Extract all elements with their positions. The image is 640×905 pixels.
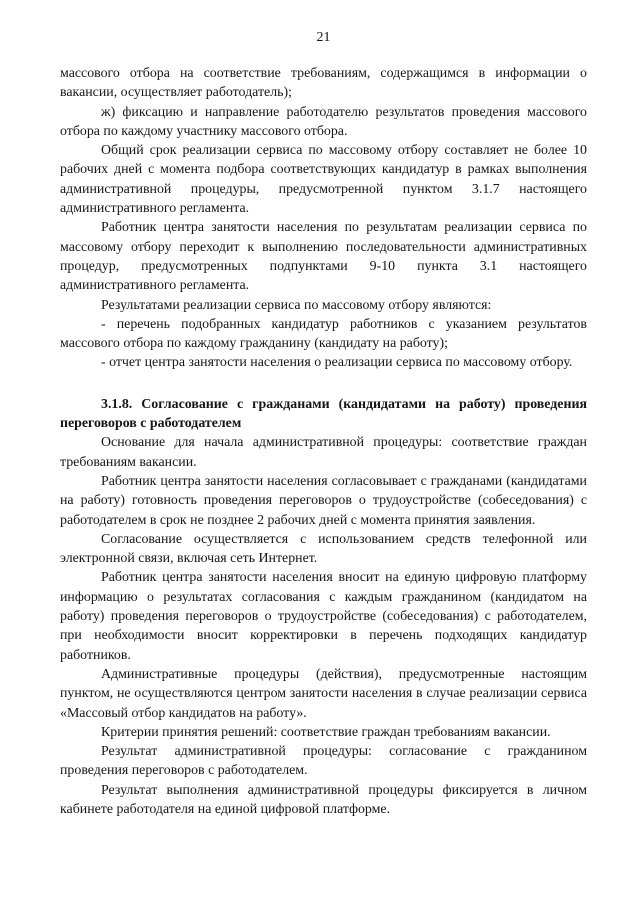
paragraph: Административные процедуры (действия), предусмотренные настоящим пунктом, не осуществляются центром занятости населения в случае реализации сервиса «Массовый отбор кандидатов на работу».: [60, 666, 587, 721]
page-number: 21: [316, 30, 331, 45]
paragraph: Работник центра занятости населения по результатам реализации сервиса по массовому отбору переходит к выполнению последовательности административных процедур, предусмотренных подпунктами 9-10 пункта 3.1 настоящего административного регламента.: [60, 220, 587, 294]
section-heading: 3.1.8. Согласование с гражданами (кандидатами на работу) проведения переговоров с работодателем: [60, 396, 587, 432]
paragraph: Результатами реализации сервиса по массовому отбору являются:: [101, 297, 492, 313]
paragraph: Работник центра занятости населения согласовывает с гражданами (кандидатами на работу) готовность проведения переговоров о трудоустройстве (собеседования) с работодателем в срок не позднее 2 рабочих дней с момента принятия заявления.: [60, 473, 587, 528]
paragraph: ж) фиксацию и направление работодателю результатов проведения массового отбора по каждому участнику массового отбора.: [60, 104, 587, 139]
list-item: - отчет центра занятости населения о реализации сервиса по массовому отбору.: [101, 355, 573, 371]
document-page: [60, 28, 587, 819]
paragraph: Результат административной процедуры: согласование с гражданином проведения переговоров с работодателем.: [60, 744, 587, 779]
paragraph: Основание для начала административной процедуры: соответствие граждан требованиям вакансии.: [60, 435, 587, 470]
paragraph: Согласование осуществляется с использованием средств телефонной или электронной связи, включая сеть Интернет.: [60, 531, 587, 567]
paragraph: Результат выполнения административной процедуры фиксируется в личном кабинете работодателя на единой цифровой платформе.: [60, 782, 587, 817]
paragraph: Критерии принятия решений: соответствие граждан требованиям вакансии.: [101, 724, 551, 740]
paragraph: массового отбора на соответствие требованиям, содержащимся в информации о вакансии, осуществляет работодатель);: [60, 66, 587, 101]
list-item: - перечень подобранных кандидатур работников с указанием результатов массового отбора по каждому гражданину (кандидату на работу);: [60, 316, 587, 352]
paragraph: Общий срок реализации сервиса по массовому отбору составляет не более 10 рабочих дней с момента подбора соответствующих кандидатур в рамках выполнения административной процедуры, предусмотренной пунктом 3.1.7 настоящего административного регламента.: [60, 143, 587, 217]
paragraph: Работник центра занятости населения вносит на единую цифровую платформу информацию о результатах согласования с каждым гражданином (кандидатом на работу) проведения переговоров о трудоустройстве (собеседования) с работодателем, при необходимости вносит корректировки в перечень подходящих кандидатур работников.: [60, 570, 587, 663]
